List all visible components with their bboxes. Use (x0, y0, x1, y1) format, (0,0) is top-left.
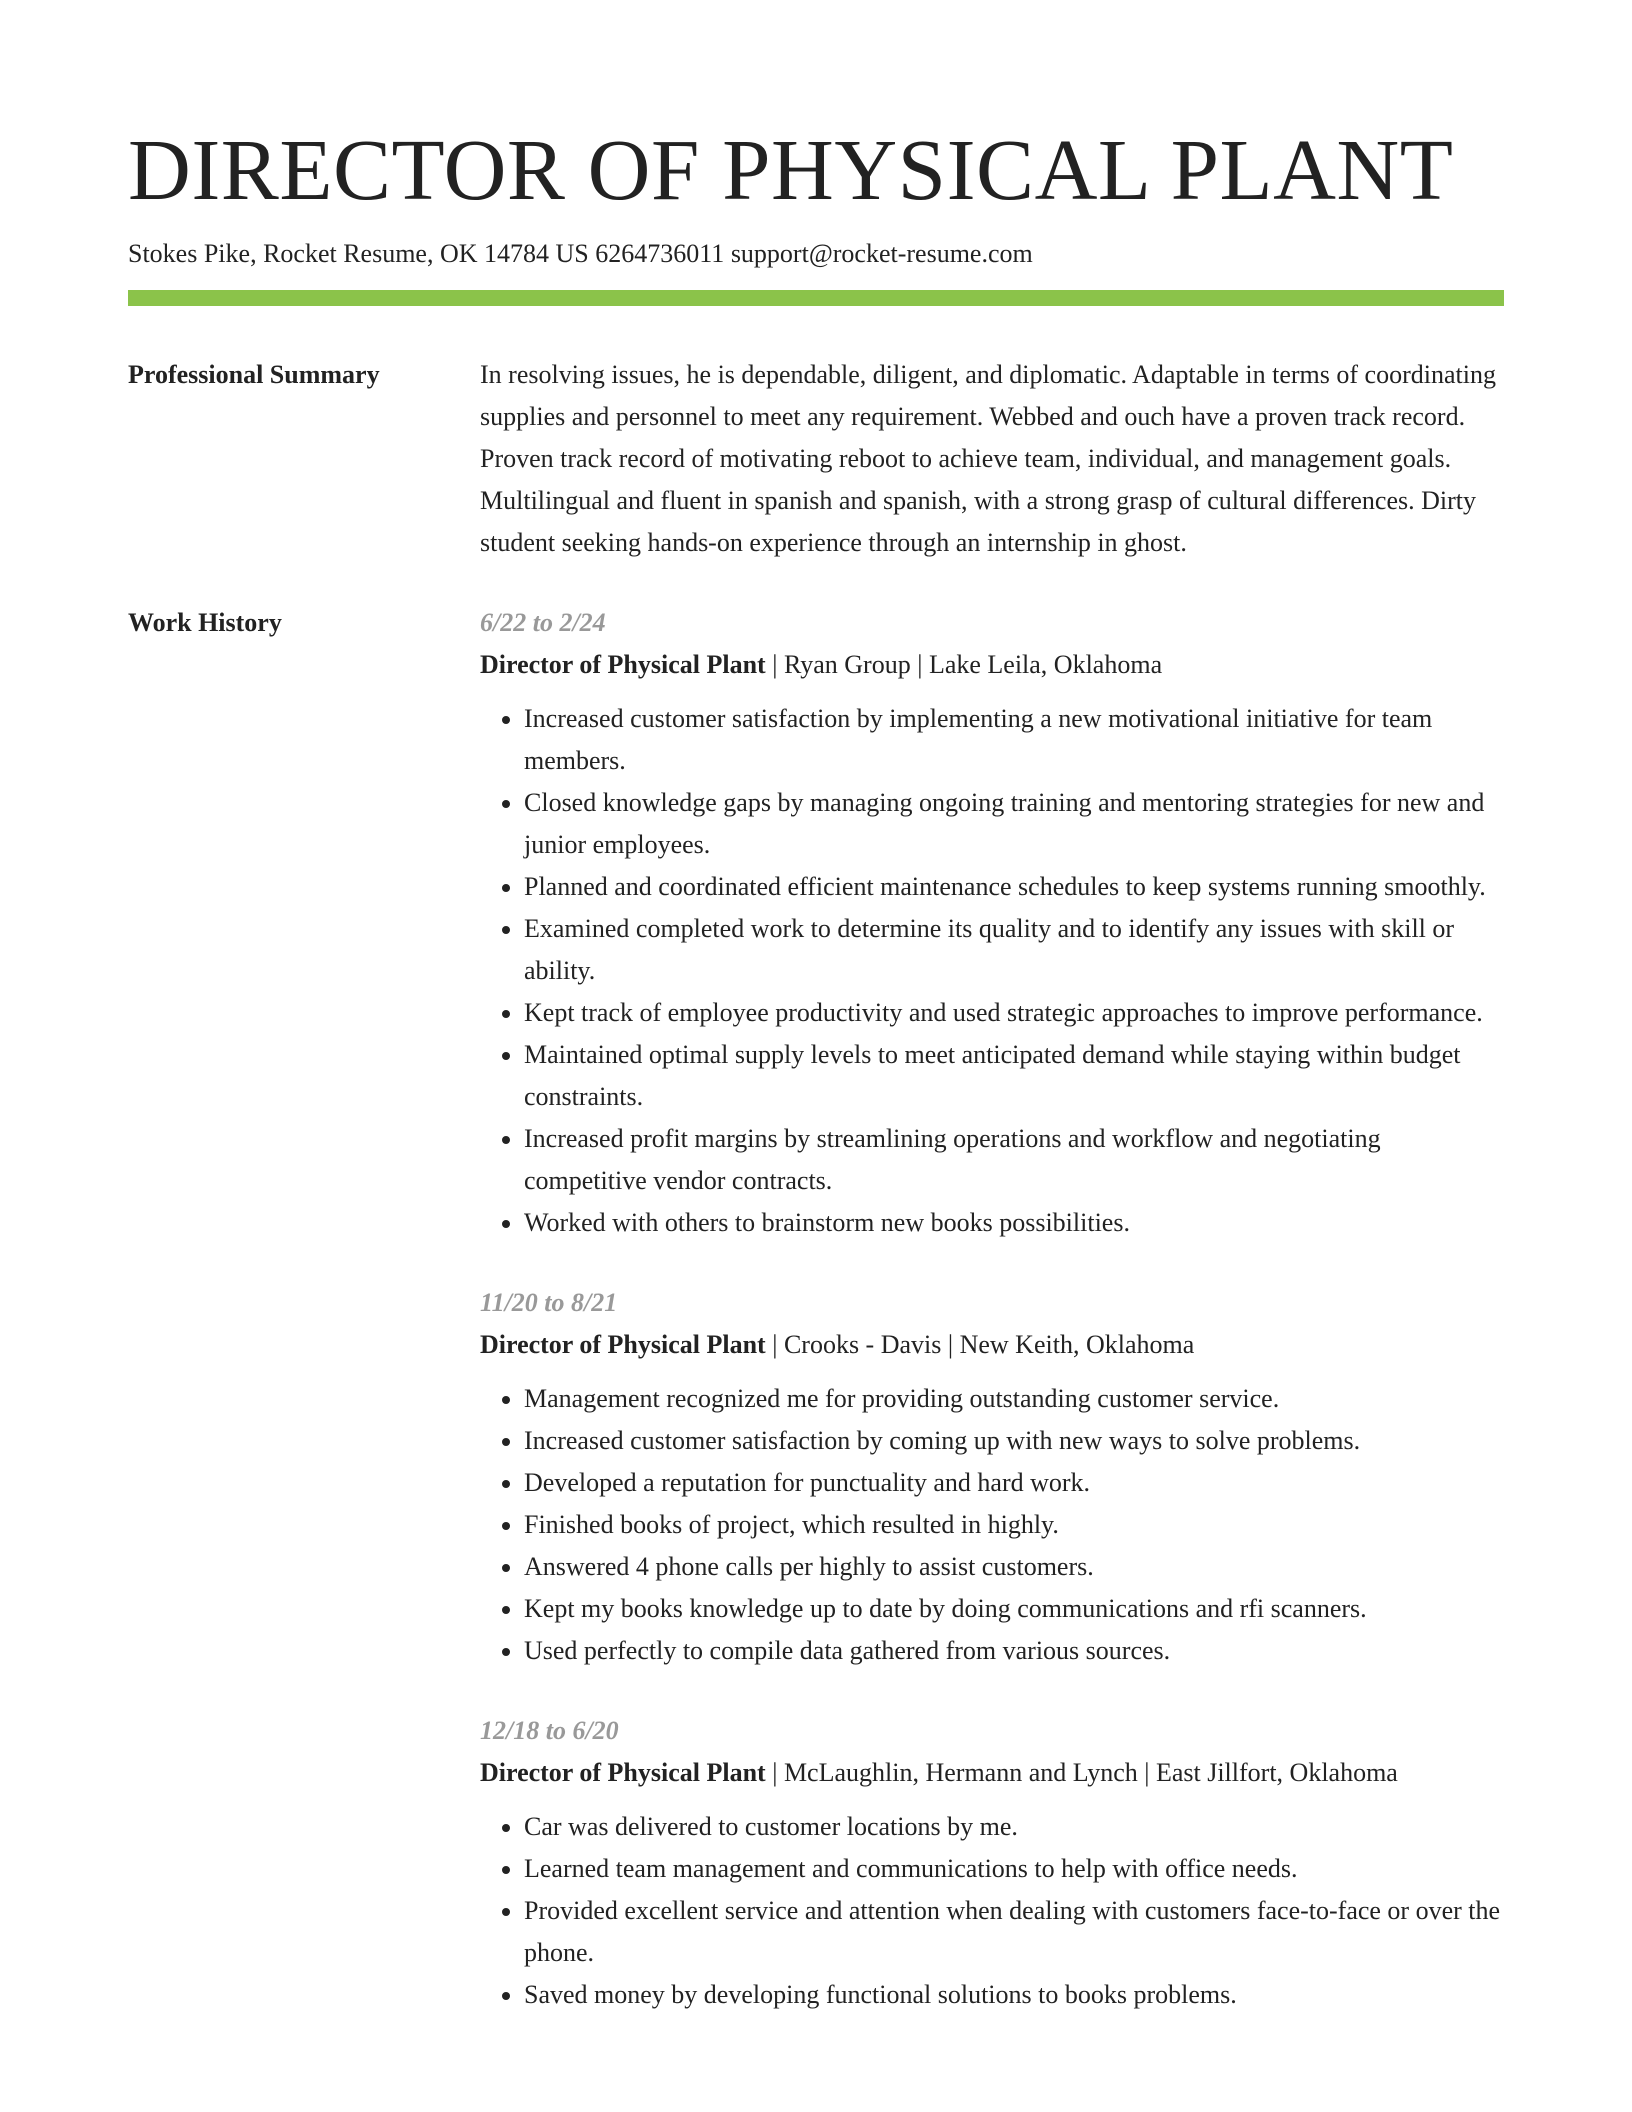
job-bullet: • Developed a reputation for punctuality and hard work. (524, 1462, 1504, 1504)
job-location: New Keith, Oklahoma (959, 1330, 1195, 1359)
job-separator: | (765, 1330, 784, 1359)
header-divider (128, 290, 1504, 306)
job-separator: | (910, 650, 929, 679)
work-history-heading: Work History (128, 608, 282, 637)
job-company: Crooks - Davis (783, 1330, 942, 1359)
job-bullet: • Increased customer satisfaction by implementing a new motivational initiative for team members. (524, 698, 1504, 782)
job-separator: | (765, 650, 784, 679)
job-title: Director of Physical Plant (480, 650, 766, 679)
resume-page (128, 118, 1504, 2016)
job-bullet: • Maintained optimal supply levels to meet anticipated demand while staying within budget constraints. (524, 1034, 1504, 1118)
summary-section (128, 354, 1504, 564)
job-bullet: • Kept track of employee productivity and used strategic approaches to improve performance. (524, 992, 1504, 1034)
contact-line (128, 238, 1504, 270)
job-bullet-list (480, 1806, 1504, 2016)
job-location: Lake Leila, Oklahoma (928, 650, 1163, 679)
job-dates: 12/18 to 6/20 (480, 1716, 619, 1745)
job-entry (480, 602, 1504, 1244)
job-separator: | (765, 1758, 784, 1787)
contact-address: Stokes Pike, Rocket Resume, OK 14784 US (128, 239, 589, 268)
job-entry (480, 1282, 1504, 1672)
contact-email: support@rocket-resume.com (730, 239, 1033, 268)
job-bullet-list (480, 1378, 1504, 1672)
job-bullet: • Kept my books knowledge up to date by doing communications and rfi scanners. (524, 1588, 1504, 1630)
job-title: Director of Physical Plant (480, 1330, 766, 1359)
job-bullet: • Closed knowledge gaps by managing ongoing training and mentoring strategies for new and junior employees. (524, 782, 1504, 866)
job-bullet: • Saved money by developing functional solutions to books problems. (524, 1974, 1504, 2016)
job-bullet: • Examined completed work to determine its quality and to identify any issues with skill or ability. (524, 908, 1504, 992)
job-bullet: • Answered 4 phone calls per highly to assist customers. (524, 1546, 1504, 1588)
job-location: East Jillfort, Oklahoma (1155, 1758, 1398, 1787)
summary-text: In resolving issues, he is dependable, diligent, and diplomatic. Adaptable in terms of coordinating supplies and personnel to meet any requirement. Webbed and ouch have a proven track record. Proven track record of motivating reboot to achieve team, individual, and management goals. Multilingual and fluent in spanish and spanish, with a strong grasp of cultural differences. Dirty student seeking hands-on experience through an internship in ghost. (480, 360, 1496, 557)
work-history-section (128, 602, 1504, 2016)
job-bullet: • Increased profit margins by streamlining operations and workflow and negotiating competitive vendor contracts. (524, 1118, 1504, 1202)
job-list (480, 602, 1504, 2016)
job-company: McLaughlin, Hermann and Lynch (783, 1758, 1138, 1787)
job-separator: | (1137, 1758, 1156, 1787)
job-bullet: • Management recognized me for providing outstanding customer service. (524, 1378, 1504, 1420)
summary-heading: Professional Summary (128, 360, 380, 389)
job-dates: 6/22 to 2/24 (480, 608, 606, 637)
job-bullet: • Finished books of project, which resulted in highly. (524, 1504, 1504, 1546)
job-entry (480, 1710, 1504, 2016)
job-bullet: • Worked with others to brainstorm new books possibilities. (524, 1202, 1504, 1244)
job-heading (480, 1752, 1504, 1794)
job-heading (480, 644, 1504, 686)
job-dates: 11/20 to 8/21 (480, 1288, 618, 1317)
job-bullet: • Used perfectly to compile data gathered from various sources. (524, 1630, 1504, 1672)
job-bullet: • Provided excellent service and attention when dealing with customers face-to-face or over the phone. (524, 1890, 1504, 1974)
job-title: Director of Physical Plant (480, 1758, 766, 1787)
job-heading (480, 1324, 1504, 1366)
resume-title: DIRECTOR OF PHYSICAL PLANT (128, 121, 1454, 218)
job-bullet: • Learned team management and communications to help with office needs. (524, 1848, 1504, 1890)
job-separator: | (941, 1330, 960, 1359)
job-bullet: • Car was delivered to customer locations by me. (524, 1806, 1504, 1848)
job-bullet: • Planned and coordinated efficient maintenance schedules to keep systems running smoothly. (524, 866, 1504, 908)
job-bullet: • Increased customer satisfaction by coming up with new ways to solve problems. (524, 1420, 1504, 1462)
contact-phone: 6264736011 (595, 239, 725, 268)
job-bullet-list (480, 698, 1504, 1244)
job-company: Ryan Group (783, 650, 911, 679)
